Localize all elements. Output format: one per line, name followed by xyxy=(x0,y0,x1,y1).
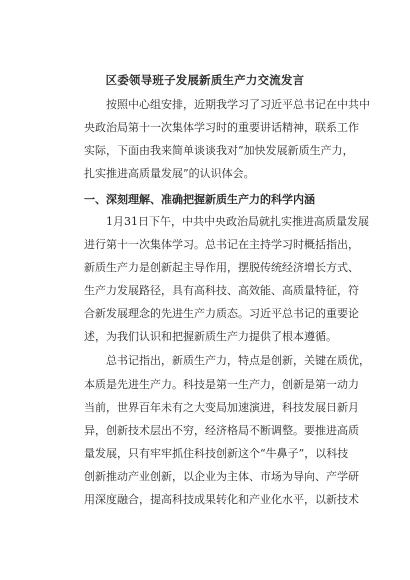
paragraph-line: 异，创新技术层出不穷，经济格局不断调整。要推进高质 xyxy=(84,424,359,437)
paragraph-line: 1月31日下午，中共中央政治局就扎实推进高质量发展 xyxy=(106,215,369,228)
paragraph-line: 创新推动产业创新，以企业为主体、市场为导向、产学研 xyxy=(84,470,359,483)
paragraph-line: 合新发展理念的先进生产力质态。习近平总书记的重要论 xyxy=(84,307,359,320)
paragraph-line: 量发展，只有牢牢抓住科技创新这个“牛鼻子”，以科技 xyxy=(84,447,349,460)
section-heading: 一、深刻理解、准确把握新质生产力的科学内涵 xyxy=(84,193,315,206)
paragraph-line: 扎实推进高质量发展”的认识体会。 xyxy=(84,167,255,180)
paragraph-line: 用深度融合，提高科技成果转化和产业化水平，以新技术 xyxy=(84,493,359,506)
paragraph-line: 本质是先进生产力。科技是第一生产力，创新是第一动力 xyxy=(84,378,359,391)
paragraph-line: 新质生产力是创新起主导作用，摆脱传统经济增长方式、 xyxy=(84,261,359,274)
paragraph-line: 述，为我们认识和把握新质生产力提供了根本遵循。 xyxy=(84,330,337,343)
paragraph-line: 按照中心组安排，近期我学习了习近平总书记在中共中 xyxy=(106,98,370,111)
paragraph-line: 央政治局第十一次集体学习时的重要讲话精神，联系工作 xyxy=(84,121,359,134)
paragraph-line: 生产力发展路径，具有高科技、高效能、高质量特征，符 xyxy=(84,284,359,297)
paragraph-line: 实际，下面由我来简单谈谈我对“加快发展新质生产力， xyxy=(84,144,354,157)
document-title: 区委领导班子发展新质生产力交流发言 xyxy=(105,73,305,87)
paragraph-line: 当前，世界百年未有之大变局加速演进，科技发展日新月 xyxy=(84,401,359,414)
paragraph-line: 总书记指出，新质生产力，特点是创新，关键在质优， xyxy=(106,354,370,367)
paragraph-line: 进行第十一次集体学习。总书记在主持学习时概括指出， xyxy=(84,238,359,251)
